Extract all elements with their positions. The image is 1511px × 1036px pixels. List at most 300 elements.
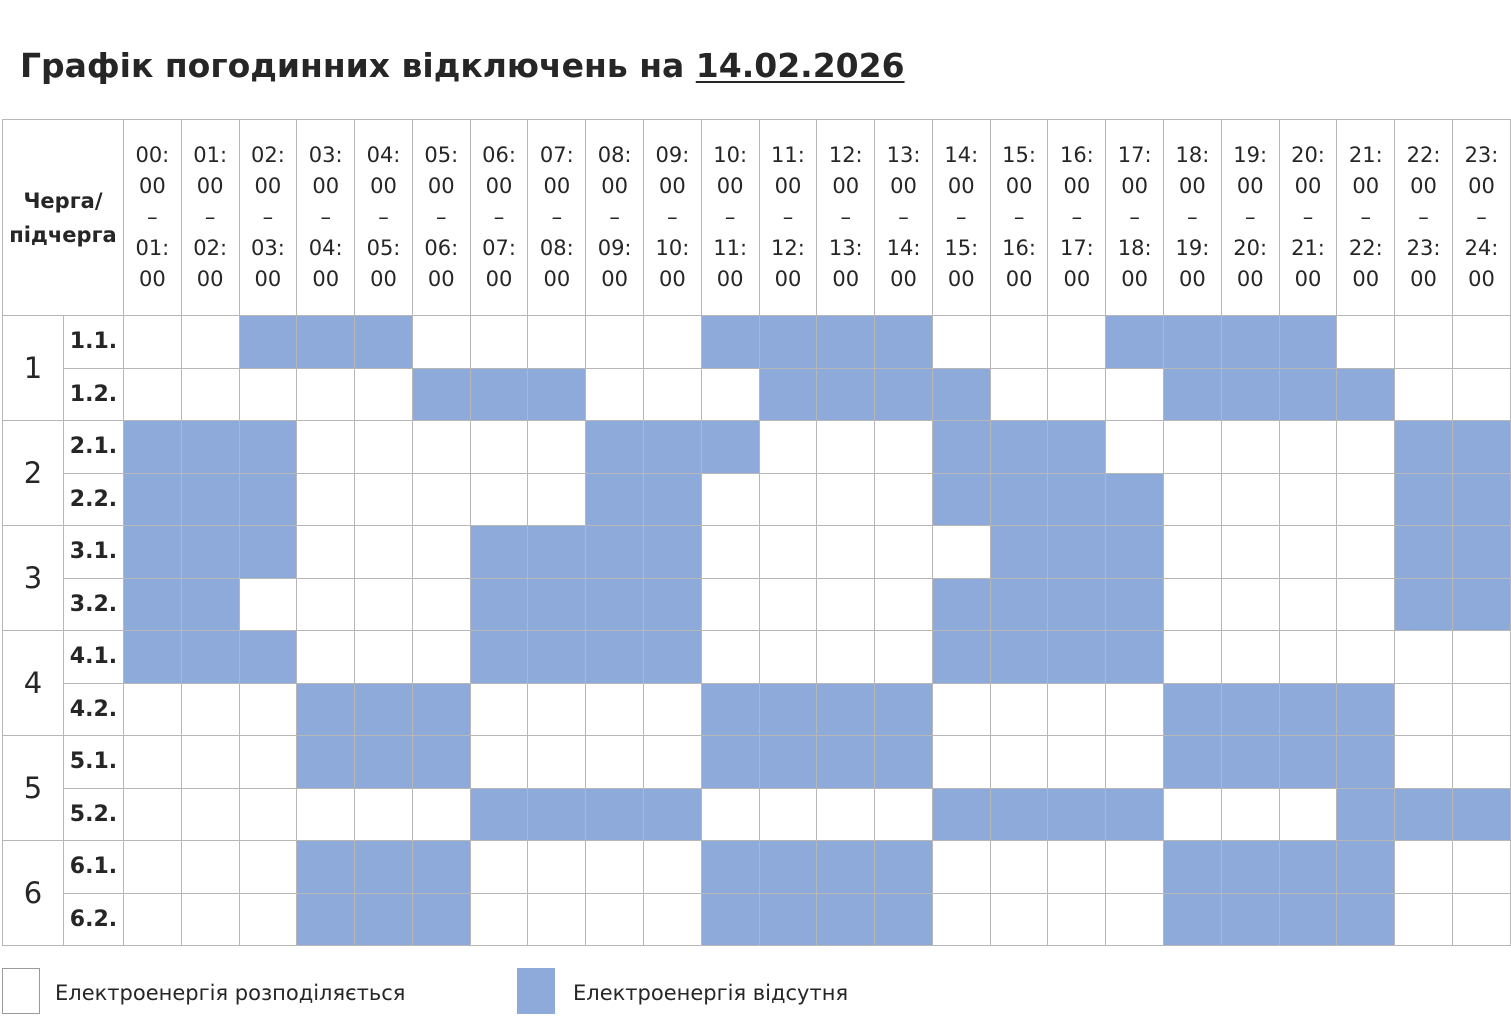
- hour-label: 12: 00 – 13: 00: [828, 143, 863, 291]
- hour-label: 22: 00 – 23: 00: [1406, 143, 1441, 291]
- hour-label: 11: 00 – 12: 00: [771, 143, 805, 291]
- power-on-cell: [1048, 893, 1106, 946]
- power-on-cell: [1164, 578, 1222, 631]
- outage-cell: [875, 893, 933, 946]
- outage-cell: [701, 736, 759, 789]
- power-on-cell: [412, 526, 470, 579]
- outage-cell: [355, 893, 413, 946]
- table-row: [3, 683, 1511, 736]
- power-on-cell: [990, 368, 1048, 421]
- power-on-cell: [817, 631, 875, 684]
- outage-cell: [1048, 421, 1106, 474]
- power-on-cell: [586, 316, 644, 369]
- power-on-cell: [586, 683, 644, 736]
- power-on-cell: [586, 368, 644, 421]
- subqueue-label: 2.1.: [63, 421, 123, 474]
- outage-cell: [932, 578, 990, 631]
- hour-header-14: [932, 120, 990, 316]
- power-on-cell: [470, 421, 528, 474]
- power-on-cell: [759, 788, 817, 841]
- outage-cell: [1048, 526, 1106, 579]
- power-on-cell: [1048, 368, 1106, 421]
- power-on-cell: [1337, 316, 1395, 369]
- power-on-cell: [875, 421, 933, 474]
- power-on-cell: [932, 841, 990, 894]
- hour-label: 19: 00 – 20: 00: [1233, 143, 1268, 291]
- outage-cell: [586, 473, 644, 526]
- outage-cell: [932, 368, 990, 421]
- power-on-cell: [817, 473, 875, 526]
- outage-cell: [355, 316, 413, 369]
- power-on-cell: [759, 526, 817, 579]
- hour-label: 01: 00 – 02: 00: [193, 143, 228, 291]
- outage-cell: [759, 316, 817, 369]
- outage-cell: [644, 788, 702, 841]
- power-on-cell: [1452, 316, 1510, 369]
- outage-cell: [817, 841, 875, 894]
- outage-cell: [644, 526, 702, 579]
- power-on-cell: [470, 316, 528, 369]
- hour-header-13: [875, 120, 933, 316]
- outage-cell: [644, 578, 702, 631]
- hour-header-2: [239, 120, 297, 316]
- power-on-cell: [528, 736, 586, 789]
- power-on-cell: [1337, 631, 1395, 684]
- power-on-cell: [355, 368, 413, 421]
- power-on-cell: [990, 841, 1048, 894]
- hour-label: 16: 00 – 17: 00: [1059, 143, 1094, 291]
- outage-cell: [875, 683, 933, 736]
- power-on-cell: [239, 683, 297, 736]
- outage-cell: [239, 631, 297, 684]
- outage-cell: [1106, 631, 1164, 684]
- outage-cell: [1106, 788, 1164, 841]
- outage-cell: [1279, 368, 1337, 421]
- power-on-cell: [932, 316, 990, 369]
- power-on-cell: [528, 683, 586, 736]
- power-on-cell: [817, 788, 875, 841]
- outage-cell: [817, 893, 875, 946]
- hour-label: 06: 00 – 07: 00: [482, 143, 516, 291]
- power-on-cell: [123, 841, 181, 894]
- power-on-cell: [412, 473, 470, 526]
- outage-cell: [355, 736, 413, 789]
- hour-label: 14: 00 – 15: 00: [944, 143, 979, 291]
- hour-header-15: [990, 120, 1048, 316]
- power-on-cell: [470, 473, 528, 526]
- outage-cell: [586, 526, 644, 579]
- outage-cell: [817, 316, 875, 369]
- subqueue-label: 5.1.: [63, 736, 123, 789]
- outage-cell: [355, 841, 413, 894]
- power-on-cell: [875, 788, 933, 841]
- corner-label-line2: підчерга: [9, 222, 117, 247]
- outage-cell: [297, 316, 355, 369]
- outage-cell: [644, 421, 702, 474]
- hour-header-7: [528, 120, 586, 316]
- subqueue-label: 3.1.: [63, 526, 123, 579]
- outage-cell: [1048, 788, 1106, 841]
- power-on-cell: [1221, 578, 1279, 631]
- hour-header-8: [586, 120, 644, 316]
- power-on-cell: [1452, 893, 1510, 946]
- outage-cell: [239, 473, 297, 526]
- schedule-body: [3, 316, 1511, 946]
- hour-header-3: [297, 120, 355, 316]
- outage-cell: [297, 841, 355, 894]
- outage-cell: [1395, 421, 1453, 474]
- power-on-cell: [470, 841, 528, 894]
- power-on-cell: [123, 893, 181, 946]
- outage-cell: [932, 421, 990, 474]
- power-on-cell: [123, 368, 181, 421]
- outage-cell: [875, 368, 933, 421]
- outage-cell: [239, 421, 297, 474]
- hour-header-9: [644, 120, 702, 316]
- hour-header-1: [181, 120, 239, 316]
- outage-cell: [586, 421, 644, 474]
- power-on-cell: [181, 683, 239, 736]
- power-on-cell: [1221, 631, 1279, 684]
- power-on-cell: [1106, 421, 1164, 474]
- outage-cell: [701, 893, 759, 946]
- hour-header-20: [1279, 120, 1337, 316]
- outage-cell: [1279, 683, 1337, 736]
- power-on-cell: [239, 736, 297, 789]
- power-on-cell: [701, 368, 759, 421]
- power-on-cell: [1337, 421, 1395, 474]
- power-on-cell: [817, 421, 875, 474]
- power-on-cell: [297, 526, 355, 579]
- power-on-cell: [1337, 578, 1395, 631]
- outage-cell: [1395, 526, 1453, 579]
- subqueue-label: 4.2.: [63, 683, 123, 736]
- power-on-cell: [297, 368, 355, 421]
- power-on-cell: [701, 578, 759, 631]
- outage-cell: [1221, 316, 1279, 369]
- power-on-cell: [297, 421, 355, 474]
- outage-cell: [875, 841, 933, 894]
- subqueue-label: 2.2.: [63, 473, 123, 526]
- outage-cell: [759, 683, 817, 736]
- power-on-cell: [1164, 526, 1222, 579]
- outage-cell: [1164, 368, 1222, 421]
- power-on-cell: [644, 316, 702, 369]
- outage-cell: [701, 316, 759, 369]
- outage-cell: [1395, 788, 1453, 841]
- power-on-cell: [759, 631, 817, 684]
- hour-label: 18: 00 – 19: 00: [1175, 143, 1210, 291]
- outage-cell: [875, 316, 933, 369]
- outage-cell: [181, 631, 239, 684]
- power-on-cell: [412, 578, 470, 631]
- hour-header-10: [701, 120, 759, 316]
- power-on-cell: [932, 893, 990, 946]
- power-on-cell: [412, 421, 470, 474]
- outage-cell: [123, 421, 181, 474]
- outage-cell: [297, 683, 355, 736]
- power-on-cell: [1221, 788, 1279, 841]
- power-on-cell: [1048, 683, 1106, 736]
- power-on-cell: [181, 788, 239, 841]
- hour-label: 00: 00 – 01: 00: [135, 143, 170, 291]
- subqueue-label: 1.2.: [63, 368, 123, 421]
- power-on-cell: [470, 736, 528, 789]
- power-on-cell: [181, 316, 239, 369]
- outage-cell: [1106, 526, 1164, 579]
- power-on-cell: [1452, 631, 1510, 684]
- outage-cell: [470, 631, 528, 684]
- hour-header-17: [1106, 120, 1164, 316]
- power-on-cell: [1279, 631, 1337, 684]
- outage-cell: [932, 788, 990, 841]
- queue-column-header: [3, 120, 124, 316]
- outage-cell: [1221, 841, 1279, 894]
- power-on-cell: [1106, 683, 1164, 736]
- title-date: 14.02.2026: [695, 46, 905, 85]
- hour-header-18: [1164, 120, 1222, 316]
- power-on-cell: [239, 893, 297, 946]
- hour-header-0: [123, 120, 181, 316]
- outage-cell: [1164, 316, 1222, 369]
- power-on-cell: [932, 526, 990, 579]
- table-row: [3, 841, 1511, 894]
- outage-cell: [1164, 736, 1222, 789]
- power-on-cell: [701, 526, 759, 579]
- outage-schedule-table: [2, 119, 1511, 946]
- outage-cell: [412, 893, 470, 946]
- outage-cell: [1337, 368, 1395, 421]
- power-on-cell: [1452, 368, 1510, 421]
- hour-header-6: [470, 120, 528, 316]
- outage-cell: [1279, 841, 1337, 894]
- power-on-cell: [586, 893, 644, 946]
- power-on-cell: [1106, 736, 1164, 789]
- power-on-cell: [701, 473, 759, 526]
- outage-cell: [239, 316, 297, 369]
- outage-cell: [470, 578, 528, 631]
- outage-cell: [181, 526, 239, 579]
- power-on-cell: [1048, 316, 1106, 369]
- power-on-cell: [1106, 893, 1164, 946]
- subqueue-label: 5.2.: [63, 788, 123, 841]
- outage-cell: [1164, 893, 1222, 946]
- hour-label: 21: 00 – 22: 00: [1348, 143, 1383, 291]
- outage-cell: [470, 788, 528, 841]
- outage-cell: [1221, 893, 1279, 946]
- power-on-cell: [297, 631, 355, 684]
- outage-cell: [1452, 421, 1510, 474]
- queue-label: 4: [3, 631, 64, 736]
- power-on-cell: [817, 526, 875, 579]
- power-on-cell: [123, 788, 181, 841]
- power-on-cell: [528, 421, 586, 474]
- power-on-cell: [123, 683, 181, 736]
- outage-cell: [123, 526, 181, 579]
- power-on-cell: [181, 368, 239, 421]
- subqueue-label: 6.1.: [63, 841, 123, 894]
- outage-cell: [412, 841, 470, 894]
- power-on-cell: [412, 631, 470, 684]
- subqueue-label: 4.1.: [63, 631, 123, 684]
- queue-label: 1: [3, 316, 64, 421]
- power-on-cell: [1164, 788, 1222, 841]
- outage-cell: [1164, 683, 1222, 736]
- outage-cell: [586, 631, 644, 684]
- power-on-cell: [1279, 473, 1337, 526]
- power-on-cell: [1452, 736, 1510, 789]
- outage-cell: [1337, 788, 1395, 841]
- hour-header-21: [1337, 120, 1395, 316]
- hour-label: 09: 00 – 10: 00: [655, 143, 690, 291]
- outage-cell: [1106, 316, 1164, 369]
- power-on-cell: [1395, 683, 1453, 736]
- power-on-cell: [239, 578, 297, 631]
- power-on-cell: [355, 788, 413, 841]
- outage-cell: [1337, 683, 1395, 736]
- outage-cell: [1395, 578, 1453, 631]
- outage-cell: [1337, 736, 1395, 789]
- power-on-cell: [1395, 368, 1453, 421]
- table-row: [3, 631, 1511, 684]
- power-on-cell: [1395, 736, 1453, 789]
- power-on-cell: [355, 526, 413, 579]
- outage-cell: [1048, 473, 1106, 526]
- outage-cell: [181, 421, 239, 474]
- power-on-cell: [297, 788, 355, 841]
- outage-cell: [817, 683, 875, 736]
- power-on-cell: [817, 578, 875, 631]
- title-prefix: Графік погодинних відключень на: [20, 46, 685, 85]
- outage-cell: [1395, 473, 1453, 526]
- table-row: [3, 736, 1511, 789]
- power-on-cell: [470, 893, 528, 946]
- outage-cell: [586, 578, 644, 631]
- outage-cell: [470, 526, 528, 579]
- outage-cell: [181, 578, 239, 631]
- power-on-cell: [875, 578, 933, 631]
- hour-header-23: [1452, 120, 1510, 316]
- hour-header-16: [1048, 120, 1106, 316]
- hour-label: 20: 00 – 21: 00: [1291, 143, 1325, 291]
- outage-cell: [817, 736, 875, 789]
- outage-cell: [759, 893, 817, 946]
- outage-cell: [412, 683, 470, 736]
- hour-label: 08: 00 – 09: 00: [597, 143, 632, 291]
- outage-cell: [1452, 788, 1510, 841]
- power-on-cell: [644, 368, 702, 421]
- queue-label: 3: [3, 526, 64, 631]
- table-row: [3, 578, 1511, 631]
- power-on-cell: [1164, 421, 1222, 474]
- outage-cell: [1452, 473, 1510, 526]
- power-on-cell: [586, 841, 644, 894]
- outage-cell: [701, 683, 759, 736]
- outage-cell: [1452, 578, 1510, 631]
- outage-cell: [1048, 631, 1106, 684]
- power-on-cell: [990, 893, 1048, 946]
- outage-cell: [1048, 578, 1106, 631]
- outage-cell: [528, 631, 586, 684]
- power-on-cell: [644, 893, 702, 946]
- power-on-cell: [297, 578, 355, 631]
- hour-header-11: [759, 120, 817, 316]
- power-on-cell: [181, 893, 239, 946]
- outage-cell: [1337, 893, 1395, 946]
- power-on-cell: [470, 683, 528, 736]
- legend: [0, 966, 1511, 1016]
- outage-cell: [817, 368, 875, 421]
- outage-cell: [1279, 736, 1337, 789]
- legend-off-swatch: [517, 968, 555, 1014]
- power-on-cell: [1279, 578, 1337, 631]
- power-on-cell: [875, 526, 933, 579]
- outage-cell: [1221, 736, 1279, 789]
- power-on-cell: [297, 473, 355, 526]
- outage-cell: [1106, 473, 1164, 526]
- power-on-cell: [1279, 526, 1337, 579]
- hour-label: 23: 00 – 24: 00: [1464, 143, 1499, 291]
- outage-cell: [1452, 526, 1510, 579]
- queue-label: 5: [3, 736, 64, 841]
- hour-label: 15: 00 – 16: 00: [1002, 143, 1036, 291]
- outage-cell: [1221, 368, 1279, 421]
- power-on-cell: [990, 316, 1048, 369]
- outage-cell: [1279, 893, 1337, 946]
- outage-cell: [412, 368, 470, 421]
- hour-label: 02: 00 – 03: 00: [251, 143, 285, 291]
- outage-cell: [528, 788, 586, 841]
- power-on-cell: [644, 841, 702, 894]
- outage-cell: [759, 736, 817, 789]
- power-on-cell: [1106, 841, 1164, 894]
- outage-cell: [297, 736, 355, 789]
- legend-on-label: Електроенергія розподіляється: [55, 981, 406, 1005]
- outage-cell: [759, 368, 817, 421]
- hour-label: 17: 00 – 18: 00: [1117, 143, 1152, 291]
- power-on-cell: [932, 736, 990, 789]
- power-on-cell: [528, 841, 586, 894]
- table-row: [3, 368, 1511, 421]
- corner-label-line1: Черга/: [23, 188, 103, 213]
- power-on-cell: [990, 736, 1048, 789]
- power-on-cell: [528, 473, 586, 526]
- outage-cell: [528, 578, 586, 631]
- outage-cell: [1279, 316, 1337, 369]
- power-on-cell: [1279, 788, 1337, 841]
- subqueue-label: 1.1.: [63, 316, 123, 369]
- power-on-cell: [644, 736, 702, 789]
- power-on-cell: [1395, 841, 1453, 894]
- hour-label: 07: 00 – 08: 00: [539, 143, 574, 291]
- power-on-cell: [355, 421, 413, 474]
- outage-cell: [123, 473, 181, 526]
- power-on-cell: [759, 578, 817, 631]
- power-on-cell: [1048, 736, 1106, 789]
- table-row: [3, 893, 1511, 946]
- power-on-cell: [1221, 526, 1279, 579]
- outage-cell: [528, 368, 586, 421]
- outage-cell: [990, 421, 1048, 474]
- outage-cell: [123, 578, 181, 631]
- power-on-cell: [123, 736, 181, 789]
- power-on-cell: [412, 316, 470, 369]
- outage-cell: [1164, 841, 1222, 894]
- outage-cell: [297, 893, 355, 946]
- power-on-cell: [1337, 526, 1395, 579]
- power-on-cell: [1106, 368, 1164, 421]
- power-on-cell: [239, 841, 297, 894]
